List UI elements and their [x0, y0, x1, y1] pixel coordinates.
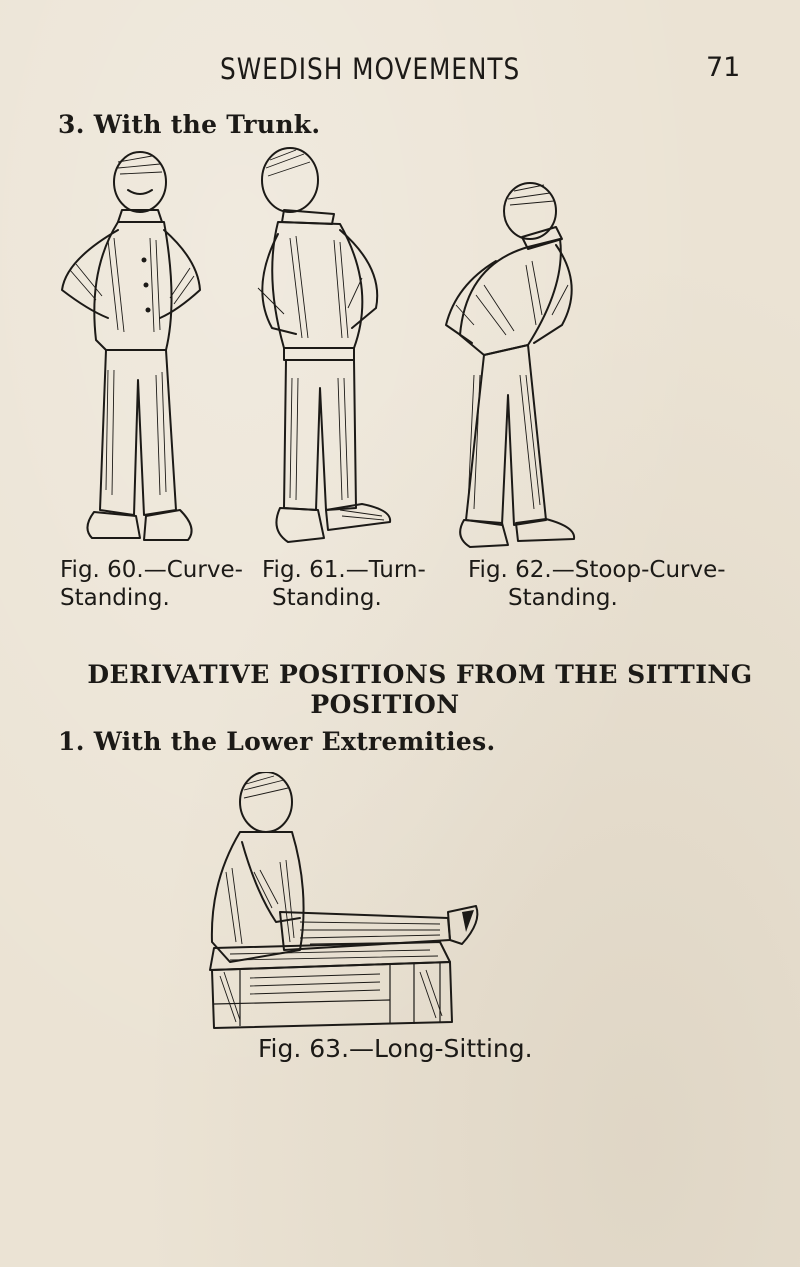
running-title: SWEDISH MOVEMENTS	[220, 52, 521, 86]
figure-60-label-line2: Standing.	[60, 585, 170, 611]
running-head	[0, 52, 800, 92]
figure-62-label-line2: Standing.	[508, 585, 618, 611]
lower-extremities-heading: 1. With the Lower Extremities.	[58, 727, 496, 756]
figure-62-caption	[468, 556, 726, 612]
figure-63-caption	[258, 1035, 533, 1063]
figure-61-caption	[262, 556, 426, 612]
derivative-title-line2: POSITION	[310, 690, 460, 719]
figure-61-illustration	[244, 138, 394, 558]
figure-60-label: Fig. 60.—Curve-	[60, 557, 243, 583]
figure-60-illustration	[48, 150, 218, 555]
figure-61-label-line2: Standing.	[272, 585, 382, 611]
figure-62-label: Fig. 62.—Stoop-Curve-	[468, 557, 726, 583]
figure-61-label: Fig. 61.—Turn-	[262, 557, 426, 583]
derivative-title-line1: DERIVATIVE POSITIONS FROM THE SITTING	[87, 660, 753, 689]
figure-63-label: Fig. 63.—Long-Sitting.	[258, 1034, 533, 1063]
figure-62-illustration	[436, 175, 586, 560]
page-number: 71	[706, 52, 741, 83]
figure-63-illustration	[200, 772, 490, 1034]
derivative-section-title	[0, 660, 800, 720]
figure-60-caption	[60, 556, 243, 612]
trunk-heading: 3. With the Trunk.	[58, 110, 321, 139]
